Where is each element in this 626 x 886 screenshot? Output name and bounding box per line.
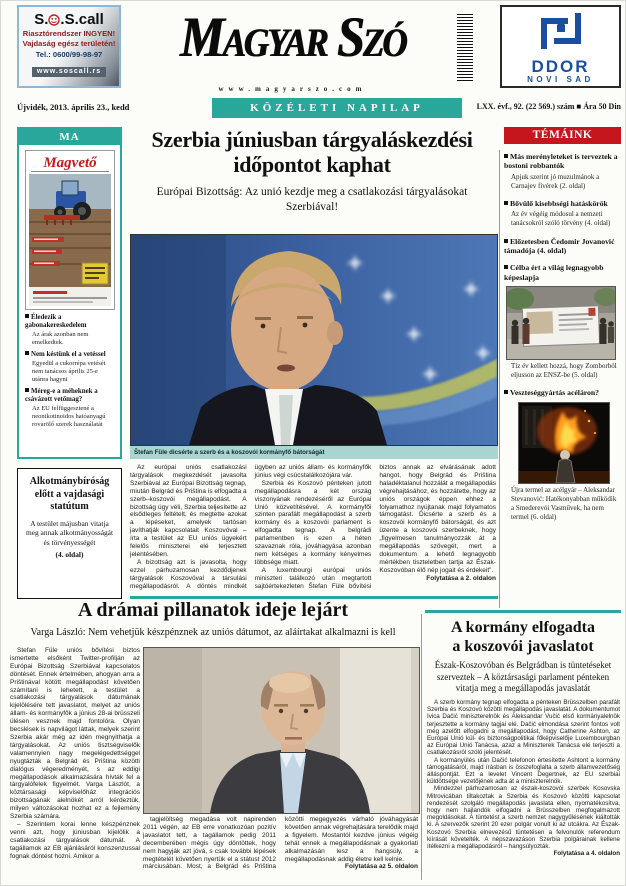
lead-body-text: Az európai uniós csatlakozási tárgyalások megkezdését javasolta Szerbiával az Európai Bizottság tegnap, miután Belgrád és Priština is elfogadta a szerb–koszovói megállapodást. A bizottság úgy véli, Szerbia teljesítette az elsődleges feltételt, és megtette azokat a lépéseket, amelyek tartósan javíthatják kapcsolatait Koszovóval – írta a testület az EU uniós ügyekért felelős miniszterei elé terjesztett jelentésében. A bizottság azt is javasolta, hogy ezzel párhuzamosan kezdődjenek tárgyalások Koszovóval a társulási megállapodásról. A döntés mindkét ügyben az uniós állam- és kormányfők június végi csúcstalálkozójára vár. Szerbia és Koszovó pénteken jutott megállapodásra a két ország viszonyának rendezéséről az Európai Unió közvetítésével. A kormányfői szinten parafált megállapodást a szerb kormány és a koszovói parlament is elfogadta tegnap. A belgrádi parlamentben is ezen a héten szavaznak róla, jóváhagyása azonban nem kétséges a kormány kényelmes többsége miatt. A luxembourgi európai uniós miniszteri találkozó után megtartott sajtóértekezleten Štefan Füle bővítési biztos annak az elvárásának adott hangot, hogy Belgrád és Priština haladéktalanul hozzálát a megállapodás végrehajtásához, és hozzátette, hogy az uniós országok éppen ehhez a folyamathoz nyújtanak majd folyamatos támogatást. Dicsérte a szerb és a koszovói kormányfő bátorságát, és azt üzente a koszovói szerbeknek, hogy „figyelmesen tanulmányozzák át a megállapodás szövegét, mert a dokumentum a lehető legnagyobb mértékben tiszteletben tartja az Észak-Koszovóban élő nép jogait és érdekeit”. Folytatása a 2. oldalon — [130, 464, 496, 590]
steel-mill-fire-photo — [504, 402, 621, 484]
bullet-icon — [25, 314, 29, 318]
sos-mascot-icon — [48, 14, 60, 29]
tagline-banner: KÖZÉLETI NAPILAP — [212, 98, 462, 118]
kormany-body-text: A szerb kormány tegnap elfogadta a pénteken Brüsszelben parafált Szerbia és Koszovó közötti megállapodás javaslatát. A dokumentumot Ivica Dačić miniszterelnök és Aleksandar Vučić első kormányalelnök terjesztette a kormány tagjai elé. Dačić elmondása szerint fontos volt még azelőtt elfogadni a megállapodást, hogy Catherine Ashton, az Európai Unió kül- és biztonságpolitikai főképviselője Luxembourgban az Európai Unió Tanácsa, azaz a Miniszterek Tanácsa elé terjeszti a csatlakozásról szóló jelentését. A kormányülés után Dačić telefonon értesítette Ashtont a kormány támogatásáról, majd írásban is összefoglalta a szerb államvezetőség álláspontját. Ezt a levelet Vincent Degertnek, az EU szerbiai küldöttsége vezetőjének adta át a miniszterelnök. Mindezzel párhuzamosan az észak-koszovói szerbek Kosovska Mitrovicában tiltakoztak a Szerbia és Koszovó közötti kapcsolat rendezését szolgáló megállapodás javaslata ellen, nyomatékosítva, hogy nem hajlandók elfogadni a Brüsszelben megfogalmazott megoldásokat. A tüntetést a szerb nemzet nagygyűlésének kiáltották ki. A szervezők szerint 20 ezer polgár vonult ki az utcákra. Az Észak-Koszovó Szerbia elnevezésű tüntetésen a felvonulók referendum kiírását követelték. A népszavazáson Szerbia polgárainak kellene ítélkezni a megállapodásról – hangsúlyozták. Folytatása a 4. oldalon — [427, 699, 620, 858]
sos-call-ad — [17, 5, 121, 88]
statute-box — [17, 468, 122, 599]
sos-ad-line2: Vajdaság egész területén! — [22, 39, 116, 48]
temaink-item: Más merényleteket is terveztek a bostoni robbantók Apjuk szerint jó muzulmánok a Carnajev fivérek (2. oldal) — [504, 152, 618, 190]
kormany-headline: A kormány elfogadta a koszovói javaslatot — [451, 619, 595, 656]
temaink-item: Előzetesben Čedomir Jovanović támadója (4. oldal) — [504, 236, 615, 255]
sos-ad-title: S. .S.call — [34, 11, 104, 28]
lead-continuation: Folytatása a 2. oldalon — [426, 574, 496, 582]
temaink-item: Veszteséggyártás acéláron? Újra termel az acélgyár – Aleksandar Stevanović: Hatékonyabban működik a Smederevói Vasművek, ha nem termel (6. oldal) — [504, 388, 621, 522]
drama-continuation: Folytatása az 5. oldalon — [345, 863, 418, 871]
masthead-website: www.magyarszo.com — [218, 85, 367, 93]
ma-item: Méreg-e a méheknek a csávázott vetőmag? Az EU felfüggesztené a neonikotinoidos hatóanyagú rovarölő szerek használatát — [25, 388, 106, 429]
varga-photo — [143, 647, 420, 814]
bullet-icon — [504, 239, 508, 243]
drama-subhead: Varga László: Nem vehetjük készpénznek az uniós dátumot, az aláírtakat alkalmazni is kell — [30, 627, 396, 638]
bullet-icon — [504, 201, 508, 205]
drama-column-1: Štefan Füle uniós bővítési biztos ismertette elsőként Twitter-profilján az Európai Bizottság Szerbiával kapcsolatos döntését. Ennek értelmében, ahogyan arra a Prištinával kötött megállapodást követően számítani is lehetett, a testület a csatlakozási tárgyalások dátumának kijelölésére tett javaslatot, melyet az uniós állam- és kormányfők a június 28-ai brüsszeli ülésen vesznek majd fontolóra. Olyan becslések is napvilágot láttak, melyek szerint Szerbia akár még az idén megnyithatja a tárgyalásokat. Az uniós tisztségviselők valamennyien nagy megelégedettséggel nyugtázták a Belgrád és Priština közötti dialógus végeredményét, s az eddigi megállapodások alkalmazására hívták fel a tárgyalófelek figyelmét. Varga Lászlót, a köztársasági képviselőház integrációs bizottságának alelnökét arról kérdeztük, milyen változásokat hozhat ez a fejlemény Szerbia számára. – Szerintem korai lenne készpénznek venni azt, hogy júniusban kijelölik a csatlakozási tárgyalások dátumát. A tagállamok az EB ajánlásáról konszenzussal fognak döntést hozni. Amikor a — [10, 647, 140, 860]
kormany-continuation: Folytatása a 4. oldalon — [553, 850, 620, 858]
lead-headline: Szerbia júniusban tárgyaláskezdési időpontot kaphat — [151, 127, 473, 178]
statute-title: Alkotmánybíróság előtt a vajdasági statútum — [29, 476, 110, 512]
issue-info: LXX. évf., 92. (22 569.) szám ■ Ára 50 Din — [476, 102, 621, 111]
ddor-city: NOVI SAD — [527, 75, 594, 84]
temaink-header: TÉMÁINK — [504, 127, 621, 144]
ddor-logo-icon — [532, 40, 590, 57]
temaink-item: Bővülő kisebbségi hatáskörök Az év végéig módosul a nemzeti tanácsokról szóló törvény (4. oldal) — [504, 199, 621, 229]
ma-header: MA — [19, 129, 120, 145]
masthead-title: Magyar Szó — [179, 4, 406, 69]
statute-page-ref: (4. oldal) — [55, 550, 84, 560]
ddor-ad — [500, 5, 621, 88]
kormany-subhead: Észak-Koszovóban és Belgrádban is tüntetéseket szerveztek – A köztársasági parlament pénteken vitatja meg a megállapodás javaslatát — [434, 660, 612, 694]
magveto-cover-image — [19, 150, 120, 310]
divider — [499, 150, 500, 608]
sos-ad-url: www.soscall.rs — [32, 67, 106, 77]
ma-item: Nem késtünk el a vetéssel Egyedül a cukorrépa vetését nem tanácsos április 25-e utánra hagyni — [25, 351, 115, 384]
postcard-photo — [504, 286, 621, 360]
statute-text: A testület májusban vitatja meg annak alkotmányosságát és törvényességét — [25, 518, 114, 547]
dateline: Újvidék, 2013. április 23., kedd — [17, 102, 130, 112]
sos-ad-line1: Riasztórendszer INGYEN! — [22, 29, 116, 38]
sos-ad-phone: Tel.: 0600/99-98-97 — [35, 50, 103, 59]
drama-columns-2-3: tagjelöltség megadása volt napirenden 2011 végén, az EB erre vonatkozóan pozitív javaslatot tett, a tagállamok pedig 2011 decemberében mégis úgy döntöttek, hogy nem hagyják azt jóvá, s csak további lépések megtételét követően nyertük el a státust 2012 márciusában. Most, a Belgrád és Priština közötti megegyezés várható jóváhagyását követően annak végrehajtására terelődik majd a figyelem. Mostantól kezdve június végéig tehát ennek a megállapodásnak a gyakorlati alkalmazásán lesz a hangsúly, a megállapodásnak addig életre kell kelnie. Folytatása az 5. oldalon — [143, 816, 418, 871]
bullet-icon — [25, 351, 29, 355]
temaink-item: Célba ért a világ legnagyobb képeslapja Tíz év kellett hozzá, hogy Zomborból eljusson az ENSZ-be (5. oldal) — [504, 263, 621, 380]
svg-text:Magvető: Magvető — [42, 155, 97, 171]
bullet-icon — [504, 390, 508, 394]
fule-photo — [130, 234, 498, 446]
ma-box — [17, 127, 122, 459]
drama-headline: A drámai pillanatok ideje lejárt — [78, 599, 348, 621]
ma-item: Éledezik a gabonakereskedelem Az árak azonban nem emelkedtek. — [25, 314, 89, 347]
lead-photo-caption: Štefan Füle dicsérte a szerb és a koszovói kormányfő bátorságát — [130, 446, 498, 459]
divider — [421, 614, 422, 880]
divider — [425, 610, 621, 613]
ddor-name: DDOR — [531, 57, 590, 76]
barcode — [456, 13, 474, 83]
bullet-icon — [504, 265, 508, 269]
bullet-icon — [504, 154, 508, 158]
lead-subhead: Európai Bizottság: Az unió kezdje meg a csatlakozási tárgyalásokat Szerbiával! — [156, 186, 468, 213]
bullet-icon — [25, 388, 29, 392]
temaink-sidebar — [504, 127, 621, 609]
